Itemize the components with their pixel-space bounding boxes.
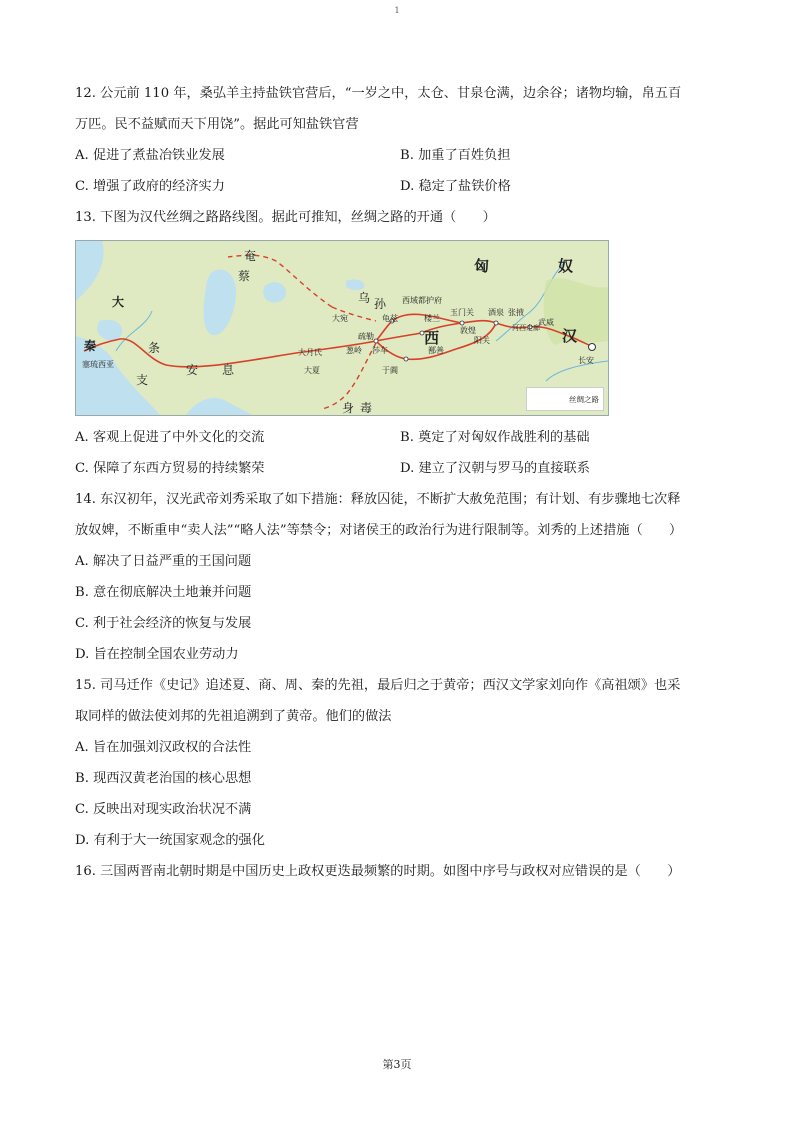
- question-16: [75, 860, 735, 884]
- question-13-option-a[interactable]: A. 客观上促进了中外文化的交流: [75, 430, 265, 445]
- map-label-zhi: 支: [136, 373, 149, 387]
- question-15: [75, 674, 735, 729]
- map-label-han: 汉: [562, 327, 578, 345]
- page-top-mark: 1: [394, 6, 400, 15]
- question-12-option-a[interactable]: A. 促进了煮盐冶铁业发展: [75, 148, 225, 163]
- question-12-options-row-2: [75, 175, 735, 199]
- question-13-option-c[interactable]: C. 保障了东西方贸易的持续繁荣: [75, 461, 265, 476]
- map-label-wu: 乌: [358, 291, 371, 305]
- page-number: 第3页: [382, 1058, 412, 1071]
- question-14-option-b[interactable]: B. 意在彻底解决土地兼并问题: [75, 585, 252, 600]
- map-label-shule: 疏勒: [358, 332, 374, 341]
- question-14-line-1: 14. 东汉初年，汉光武帝刘秀采取了如下措施：释放囚徒，不断扩大赦免范围；有计划、有步骤地七次释: [75, 492, 681, 507]
- question-14-option-d[interactable]: D. 旨在控制全国农业劳动力: [75, 647, 239, 662]
- question-14: [75, 488, 735, 543]
- map-label-qin: 秦: [84, 339, 97, 353]
- question-12-option-d[interactable]: D. 稳定了盐铁价格: [400, 179, 511, 194]
- map-label-loulan: 楼兰: [424, 314, 440, 323]
- question-12-option-c[interactable]: C. 增强了政府的经济实力: [75, 179, 225, 194]
- map-label-da: 大: [112, 295, 125, 309]
- map-label-shache: 莎车: [372, 346, 388, 355]
- map-label-shen: 身: [342, 401, 355, 415]
- inland-lake: [97, 320, 122, 341]
- map-legend-text: 丝绸之路: [569, 395, 599, 404]
- question-13-option-d[interactable]: D. 建立了汉朝与罗马的直接联系: [400, 461, 590, 476]
- map-label-xi2: 息: [222, 363, 235, 377]
- map-label-guizi: 龟兹: [382, 314, 398, 323]
- map-label-cai: 蔡: [238, 269, 251, 283]
- question-15-line-1: 15. 司马迁作《史记》追述夏、商、周、秦的先祖，最后归之于黄帝；西汉文学家刘向作《高祖颂》也采: [75, 678, 681, 693]
- caspian-sea: [204, 269, 237, 335]
- question-15-option-a[interactable]: A. 旨在加强刘汉政权的合法性: [75, 740, 252, 755]
- city-point: [404, 357, 408, 361]
- map-label-changan: 长安: [578, 356, 594, 365]
- map-label-dunhuang: 敦煌: [460, 326, 476, 335]
- map-label-xi: 西: [424, 329, 440, 347]
- map-label-dayuezhi: 大月氏: [298, 348, 322, 357]
- map-label-congling: 葱岭: [346, 346, 362, 355]
- map-label-shanshan: 鄯善: [428, 346, 444, 355]
- silk-road-map: [75, 240, 609, 416]
- question-14-option-c[interactable]: C. 利于社会经济的恢复与发展: [75, 616, 252, 631]
- question-14-line-2: 放奴婢，不断重申“卖人法”“略人法”等禁令；对诸侯王的政治行为进行限制等。刘秀的上述措施（ ）: [75, 523, 683, 538]
- question-12-line-1: 12. 公元前 110 年，桑弘羊主持盐铁官营后，“一岁之中，太仓、甘泉仓满，边余谷；诸物均输，帛五百: [75, 86, 682, 101]
- map-label-xiong: 匈: [474, 257, 490, 275]
- question-15-line-2: 取同样的做法使刘邦的先祖追溯到了黄帝。他们的做法: [75, 709, 392, 724]
- map-label-hexi: 河西走廊: [512, 324, 540, 332]
- question-15-option-c[interactable]: C. 反映出对现实政治状况不满: [75, 802, 252, 817]
- question-16-line-1: 16. 三国两晋南北朝时期是中国历史上政权更迭最频繁的时期。如图中序号与政权对应错误的是（ ）: [75, 864, 681, 879]
- question-14-option-a[interactable]: A. 解决了日益严重的王国问题: [75, 554, 252, 569]
- gulf: [186, 398, 252, 415]
- map-label-an: 安: [186, 363, 199, 377]
- map-label-sun: 孙: [374, 297, 387, 311]
- city-point: [374, 339, 378, 343]
- map-label-yan: 奄: [244, 249, 257, 263]
- city-point: [494, 321, 498, 325]
- question-15-option-d[interactable]: D. 有利于大一统国家观念的强化: [75, 833, 265, 848]
- map-label-daxia: 大夏: [304, 366, 320, 375]
- map-label-yumen: 玉门关: [450, 308, 474, 317]
- map-label-sailiu: 塞琉西亚: [82, 360, 114, 369]
- changan-point: [589, 344, 596, 351]
- question-15-option-b[interactable]: B. 现西汉黄老治国的核心思想: [75, 771, 252, 786]
- question-13-option-b[interactable]: B. 奠定了对匈奴作战胜利的基础: [400, 430, 590, 445]
- map-label-dayuan: 大宛: [332, 314, 348, 323]
- river-2: [546, 361, 608, 381]
- map-label-xiyu: 西域都护府: [402, 296, 442, 305]
- question-13-options-row-2: [75, 457, 735, 481]
- question-13-line-1: 13. 下图为汉代丝绸之路路线图。据此可推知，丝绸之路的开通（ ）: [75, 210, 496, 225]
- question-content: [75, 82, 735, 884]
- sea-northwest: [76, 241, 104, 301]
- map-label-wuwei: 武威: [538, 318, 554, 327]
- map-label-nu: 奴: [558, 257, 574, 275]
- question-12-options-row-1: [75, 144, 735, 168]
- question-13: [75, 206, 735, 230]
- map-label-yangguan: 阳关: [474, 336, 490, 345]
- question-13-options-row-1: [75, 426, 735, 450]
- map-label-zhangye: 张掖: [508, 308, 524, 317]
- map-label-yutian: 于阗: [382, 366, 398, 375]
- map-label-jiuquan: 酒泉: [488, 308, 504, 317]
- question-12-option-b[interactable]: B. 加重了百姓负担: [400, 148, 511, 163]
- map-label-du: 毒: [360, 401, 373, 415]
- map-legend: [526, 387, 604, 411]
- aral-sea: [263, 282, 286, 302]
- question-12: [75, 82, 735, 137]
- question-12-line-2: 万匹。民不益赋而天下用饶”。据此可知盐铁官营: [75, 117, 359, 132]
- map-label-tiao: 条: [148, 341, 161, 355]
